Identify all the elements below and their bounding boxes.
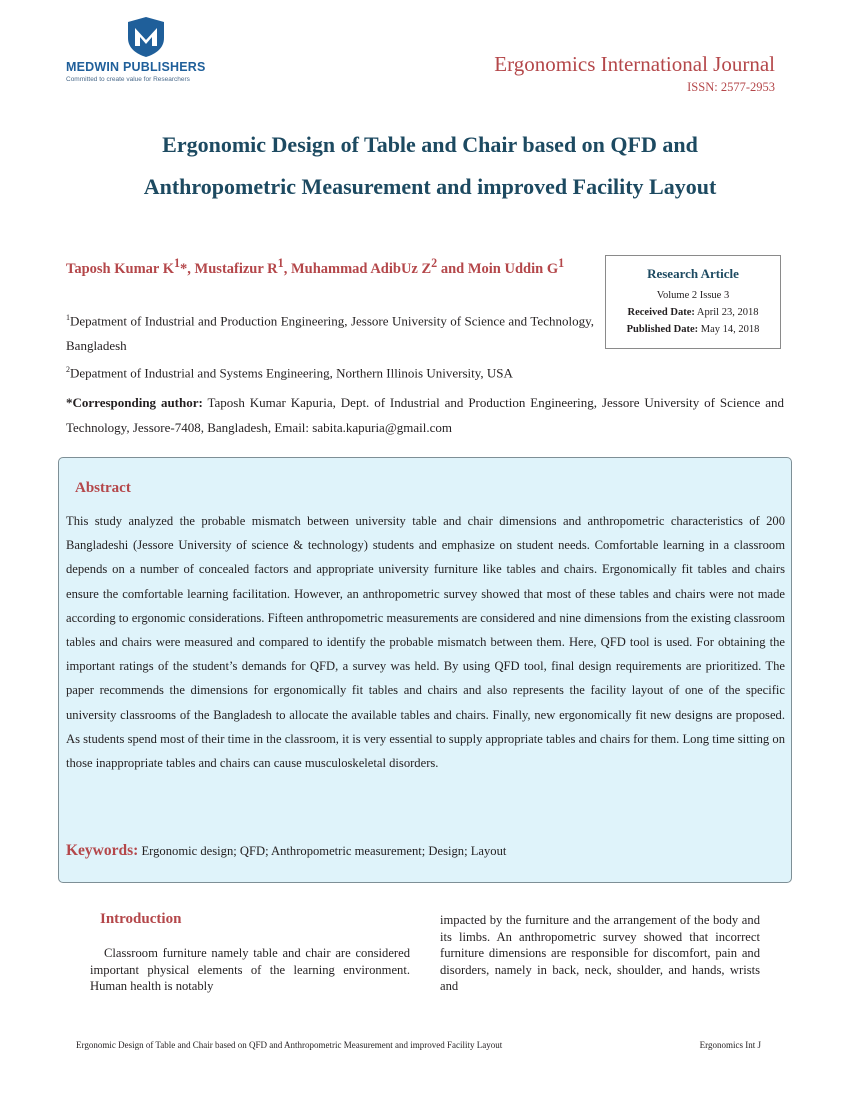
paper-title xyxy=(60,124,800,208)
volume-issue: Volume 2 Issue 3 xyxy=(656,290,730,301)
footer-title: Ergonomic Design of Table and Chair based on QFD and Anthropometric Measurement and improved Facility Layout xyxy=(76,1040,503,1050)
author-4: Moin Uddin G xyxy=(467,260,559,277)
corresponding-text: Taposh Kumar Kapuria, Dept. of Industrial and Production Engineering, Jessore University of Science and Technology, Jessore-7408, Bangladesh, Email: sabita.kapuria@gmail.com xyxy=(66,395,784,435)
article-type: Research Article xyxy=(647,266,739,281)
intro-right-column: impacted by the furniture and the arrangement of the body and its limbs. An anthropometric survey showed that incorrect furniture dimensions are responsible for discomfort, pain and disorders, namely in back, neck, shoulder, and hands, wrists and xyxy=(440,913,760,993)
author-1-sup: 1 xyxy=(174,256,181,270)
corresponding-star: *, xyxy=(180,260,195,277)
corresponding-author xyxy=(66,391,784,440)
intro-left-column: Classroom furniture namely table and chair are considered important physical elements of the learning environment. Human health is notably xyxy=(90,946,410,993)
publisher-logo xyxy=(66,16,236,86)
article-info-box xyxy=(605,255,781,349)
journal-issn: ISSN: 2577-2953 xyxy=(687,80,775,94)
keywords-label: Keywords: xyxy=(66,842,139,859)
journal-header xyxy=(494,52,775,95)
footer-journal: Ergonomics Int J xyxy=(699,1040,761,1050)
author-list xyxy=(66,250,594,283)
author-4-sup: 1 xyxy=(558,256,565,270)
affiliation-2: $^2$Depatment of Industrial and Systems Engineering, Northern Illinois University, USA xyxy=(66,365,513,381)
affiliation-1: $^1$Depatment of Industrial and Production Engineering, Jessore University of Science and Technology, Bangladesh xyxy=(66,313,594,353)
published-date: Published Date: May 14, 2018 xyxy=(626,324,760,335)
corresponding-label: *Corresponding author: xyxy=(66,395,203,410)
keywords xyxy=(66,842,785,860)
author-3-sup: 2 xyxy=(431,256,438,270)
title-line-2: Anthropometric Measurement and improved Facility Layout xyxy=(143,174,717,199)
author-3: Muhammad AdibUz Z xyxy=(290,260,432,277)
author-sep: and xyxy=(437,260,468,277)
abstract-heading: Abstract xyxy=(75,480,131,496)
author-2: Mustafizur R xyxy=(194,260,278,277)
affiliations xyxy=(66,306,594,386)
author-2-sup: 1 xyxy=(277,256,284,270)
received-date: Received Date: April 23, 2018 xyxy=(627,307,759,318)
keywords-list: Ergonomic design; QFD; Anthropometric measurement; Design; Layout xyxy=(138,844,507,858)
publisher-tagline: Committed to create value for Researchers xyxy=(66,76,190,83)
journal-name: Ergonomics International Journal xyxy=(494,52,775,76)
author-1: Taposh Kumar K xyxy=(66,260,174,277)
abstract-box xyxy=(58,457,792,883)
medwin-shield-icon xyxy=(126,16,166,58)
title-line-1: Ergonomic Design of Table and Chair based on QFD and xyxy=(162,132,698,157)
introduction-heading: Introduction xyxy=(100,911,182,927)
author-sep: , xyxy=(283,260,291,277)
publisher-name: MEDWIN PUBLISHERS xyxy=(66,60,206,74)
abstract-text: This study analyzed the probable mismatch between university table and chair dimensions and anthropometric characteristics of 200 Bangladeshi (Jessore University of science & technology) students and emphasize on student needs. Comfortable learning in a classroom depends on a number of concealed factors and appropriate university furniture like tables and chairs. Ergonomically fit tables and chairs ensure the comfortable learning facilitation. However, an anthropometric survey showed that most of these tables and chairs were not made according to ergonomic considerations. Fifteen anthropometric measurements are considered and nine dimensions from the existing classroom tables and chairs were measured and compared to identify the probable mismatch between them. Here, QFD tool is used. For obtaining the important ratings of the student’s demands for QFD, a survey was held. By using QFD tool, final design requirements are prioritized. The paper recommends the dimensions for ergonomically fit tables and chairs and also represents the facility layout of one of the specific university classrooms of the Bangladesh to allocate the available tables and chairs. Finally, new ergonomically fit new designs are proposed. As students spend most of their time in the classroom, it is very essential to supply appropriate tables and chairs for them. Long time sitting on those inappropriate tables and chairs can cause musculoskeletal disorders. xyxy=(66,514,785,771)
